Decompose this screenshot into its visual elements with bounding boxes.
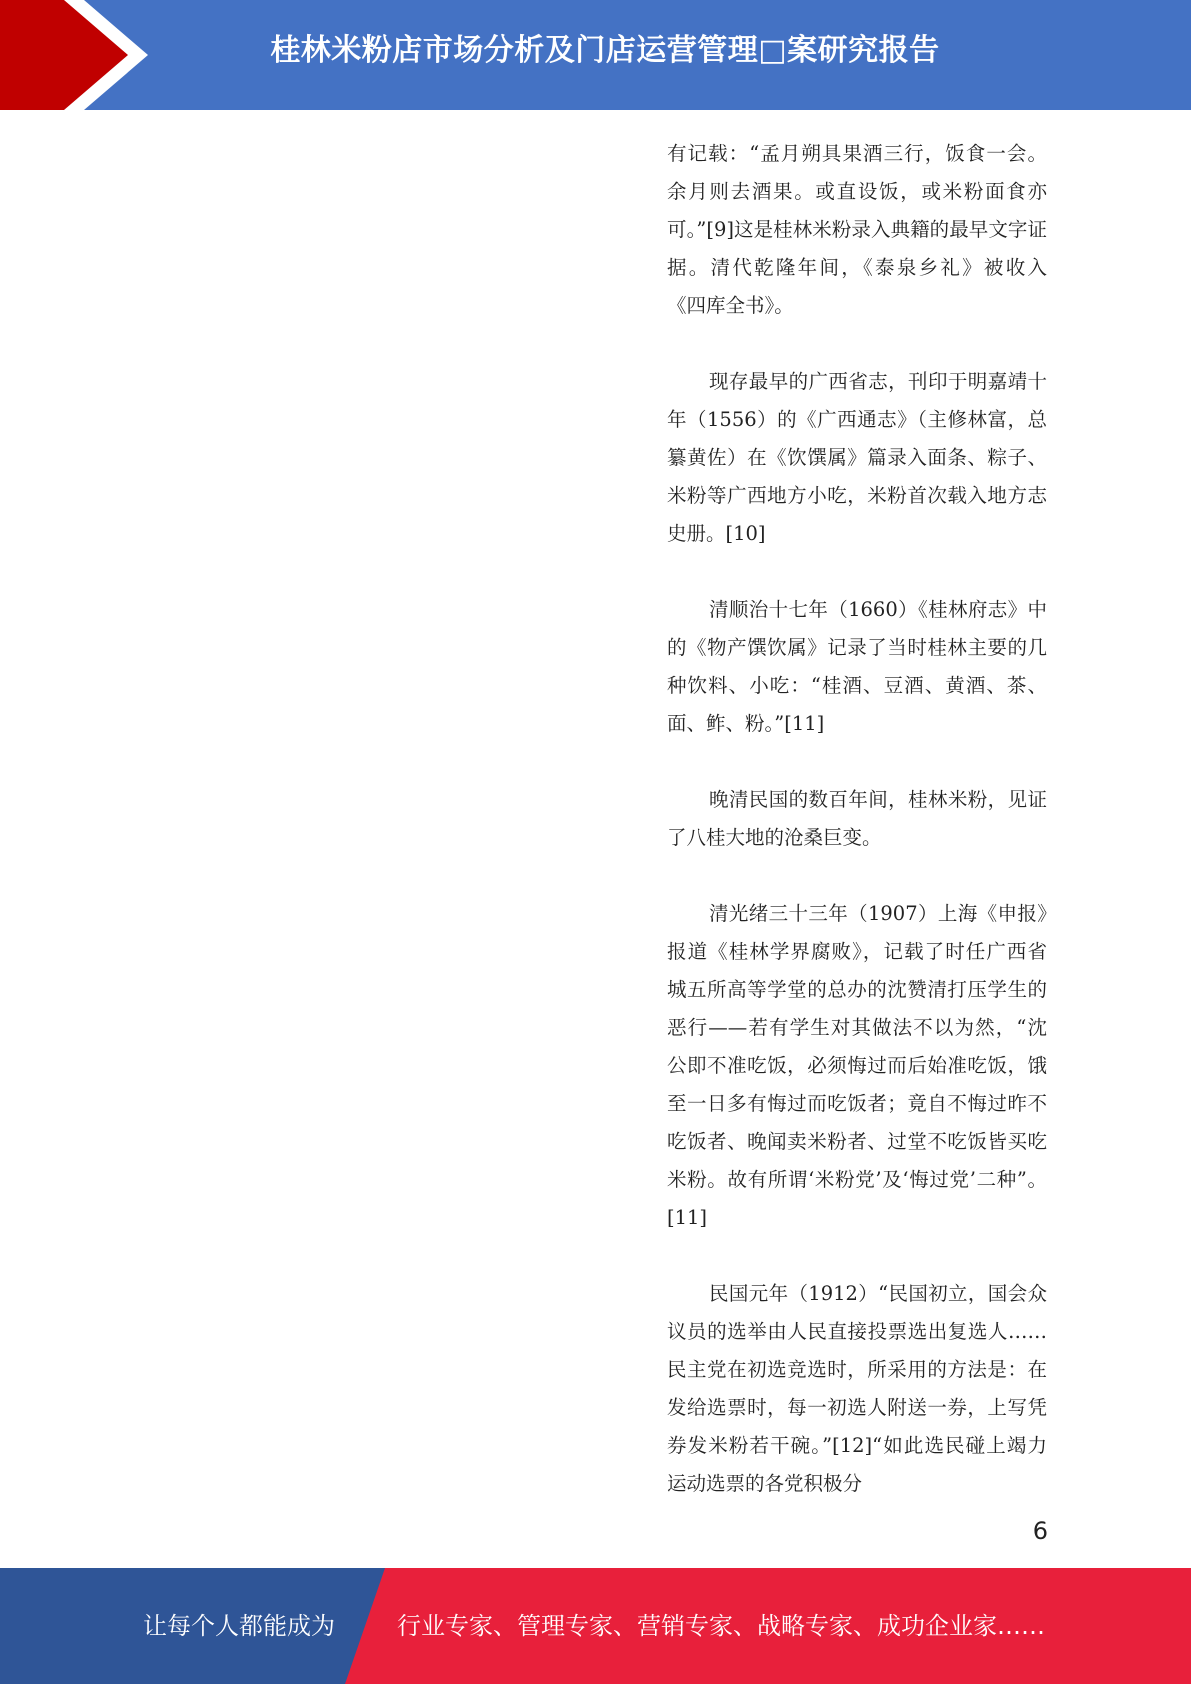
- paragraph-guangxi-tongzhi: 现存最早的广西省志，刊印于明嘉靖十年（1556）的《广西通志》（主修林富，总纂黄佐）在《饮馔属》篇录入面条、粽子、米粉等广西地方小吃，米粉首次载入地方志史册。[10]: [667, 370, 1047, 545]
- paragraph-minguo-election: 民国元年（1912）“民国初立，国会众议员的选举由人民直接投票选出复选人……民主党在初选竞选时，所采用的方法是：在发给选票时，每一初选人附送一券，上写凭券发米粉若干碗。”[12]“如此选民碰上竭力运动选票的各党积极分: [667, 1282, 1047, 1495]
- paragraph-guilin-fuzhi: 清顺治十七年（1660）《桂林府志》中的《物产馔饮属》记录了当时桂林主要的几种饮料、小吃：“桂酒、豆酒、黄酒、茶、面、鲊、粉。”[11]: [667, 598, 1047, 735]
- footer-slogan-right: 行业专家、管理专家、营销专家、战略专家、成功企业家……: [397, 1612, 1045, 1640]
- page-footer: [0, 1568, 1191, 1684]
- footer-slogan-left: 让每个人都能成为: [143, 1612, 335, 1640]
- paragraph-continued: 有记载：“孟月朔具果酒三行，饭食一会。余月则去酒果。或直设饭，或米粉面食亦可。”[9]这是桂林米粉录入典籍的最早文字证据。清代乾隆年间，《泰泉乡礼》被收入《四库全书》。: [667, 142, 1047, 317]
- page-number: 6: [1032, 1517, 1048, 1545]
- main-text-column: [667, 135, 1047, 1541]
- document-title: 桂林米粉店市场分析及门店运营管理□案研究报告: [270, 33, 940, 68]
- paragraph-shenbao-report: 清光绪三十三年（1907）上海《申报》报道《桂林学界腐败》，记载了时任广西省城五所高等学堂的总办的沈赞清打压学生的恶行——若有学生对其做法不以为然，“沈公即不准吃饭，必须悔过而后始准吃饭，饿至一日多有悔过而吃饭者；竟自不悔过昨不吃饭者、晚闻卖米粉者、过堂不吃饭皆买吃米粉。故有所谓‘米粉党’及‘悔过党’二种”。[11]: [667, 902, 1047, 1229]
- page-header: [0, 0, 1191, 110]
- paragraph-late-qing: 晚清民国的数百年间，桂林米粉，见证了八桂大地的沧桑巨变。: [667, 788, 1047, 849]
